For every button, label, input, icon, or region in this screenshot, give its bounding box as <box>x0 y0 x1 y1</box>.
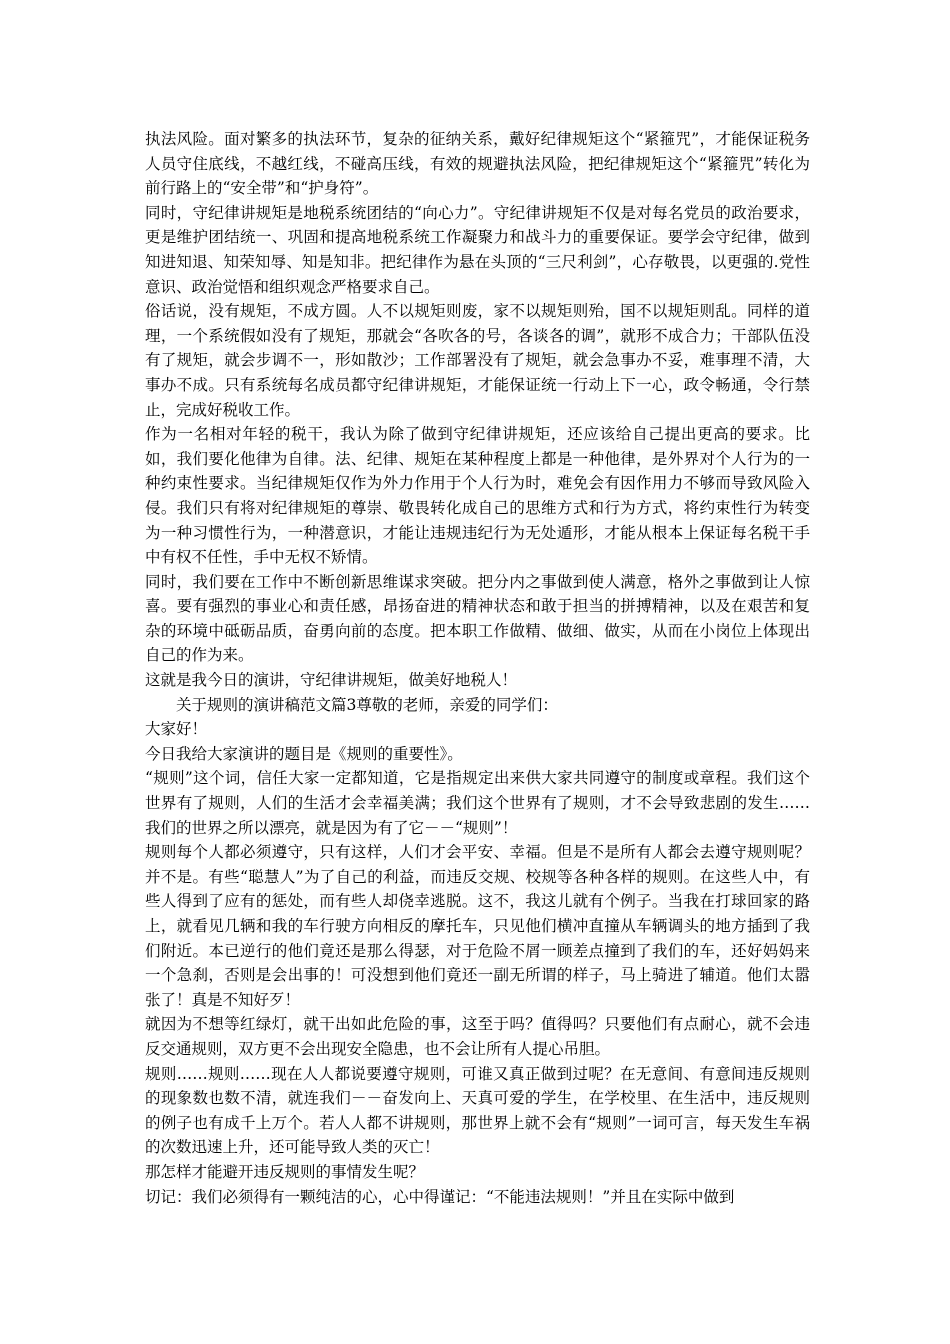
paragraph-cohesion: 同时，守纪律讲规矩是地税系统团结的“向心力”。守纪律讲规矩不仅是对每名党员的政治要求，更是维护团结统一、巩固和提高地税系统工作凝聚力和战斗力的重要保证。要学会守纪律，做到知进知退、知荣知辱、知是知非。把纪律作为悬在头顶的“三尺利剑”，心存敬畏，以更强的.党性意识、政治觉悟和组织观念严格要求自己。 <box>145 203 810 296</box>
paragraph-rules-violations: 规则……规则……现在人人都说要遵守规则，可谁又真正做到过呢？在无意间、有意间违反规则的现象数也数不清，就连我们－－奋发向上、天真可爱的学生，在学校里、在生活中，违反规则的例子也有成千上万个。若人人都不讲规则，那世界上就不会有“规则”一词可言，每天发生车祸的次数迅速上升，还可能导致人类的灭亡！ <box>145 1064 810 1157</box>
paragraph-innovation: 同时，我们要在工作中不断创新思维谋求突破。把分内之事做到使人满意，格外之事做到让人惊喜。要有强烈的事业心和责任感，昂扬奋进的精神状态和敢于担当的拼搏精神，以及在艰苦和复杂的环境中砥砺品质，奋勇向前的态度。把本职工作做精、做细、做实，从而在小岗位上体现出自己的作为来。 <box>145 572 810 665</box>
paragraph-traffic-lights: 就因为不想等红绿灯，就干出如此危险的事，这至于吗？值得吗？只要他们有点耐心，就不会违反交通规则，双方更不会出现安全隐患，也不会让所有人提心吊胆。 <box>145 1015 810 1058</box>
paragraph-question: 那怎样才能避开违反规则的事情发生呢？ <box>145 1162 425 1181</box>
paragraph-remember: 切记：我们必须得有一颗纯洁的心，心中得谨记：“不能违法规则！”并且在实际中做到 <box>145 1187 735 1206</box>
paragraph-greeting: 大家好！ <box>145 720 208 739</box>
paragraph-enforcement-risk: 执法风险。面对繁多的执法环节，复杂的征纳关系，戴好纪律规矩这个“紧箍咒”，才能保证税务人员守住底线，不越红线，不碰高压线，有效的规避执法风险，把纪律规矩这个“紧箍咒”转化为前行路上的“安全带”和“护身符”。 <box>145 130 810 198</box>
paragraph-self-discipline: 作为一名相对年轻的税干，我认为除了做到守纪律讲规矩，还应该给自己提出更高的要求。比如，我们要化他律为自律。法、纪律、规矩在某种程度上都是一种他律，是外界对个人行为的一种约束性要求。当纪律规矩仅作为外力作用于个人行为时，难免会有因作用力不够而导致风险入侵。我们只有将对纪律规矩的尊崇、敬畏转化成自己的思维方式和行为方式，将约束性行为转变为一种习惯性行为，一种潜意识，才能让违规违纪行为无处遁形，才能从根本上保证每名税干手中有权不任性，手中无权不矫情。 <box>145 425 810 567</box>
document-page <box>145 127 810 1209</box>
paragraph-topic: 今日我给大家演讲的题目是《规则的重要性》。 <box>145 744 463 763</box>
paragraph-rules-example: 规则每个人都必须遵守，只有这样，人们才会平安、幸福。但是不是所有人都会去遵守规则呢？并不是。有些“聪慧人”为了自己的利益，而违反交规、校规等各种各样的规则。在这些人中，有些人得到了应有的惩处，而有些人却侥幸逃脱。这不，我这儿就有个例子。当我在打球回家的路上，就看见几辆和我的车行驶方向相反的摩托车，只见他们横冲直撞从车辆调头的地方插到了我们附近。本已逆行的他们竟还是那么得瑟，对于危险不屑一顾差点撞到了我们的车，还好妈妈来一个急刹，否则是会出事的！可没想到他们竟还一副无所谓的样子，马上骑进了辅道。他们太嚣张了！真是不知好歹！ <box>145 843 810 1009</box>
paragraph-proverb: 俗话说，没有规矩，不成方圆。人不以规矩则废，家不以规矩则殆，国不以规矩则乱。同样的道理，一个系统假如没有了规矩，那就会“各吹各的号，各谈各的调”，就形不成合力；干部队伍没有了规矩，就会步调不一，形如散沙；工作部署没有了规矩，就会急事办不妥，难事理不清，大事办不成。只有系统每名成员都守纪律讲规矩，才能保证统一行动上下一心，政令畅通，令行禁止，完成好税收工作。 <box>145 302 810 419</box>
section-heading: 关于规则的演讲稿范文篇3尊敬的老师，亲爱的同学们： <box>176 695 558 714</box>
paragraph-closing: 这就是我今日的演讲，守纪律讲规矩，做美好地税人！ <box>145 671 518 690</box>
paragraph-rules-definition: “规则”这个词，信任大家一定都知道，它是指规定出来供大家共同遵守的制度或章程。我们这个世界有了规则，人们的生活才会幸福美满；我们这个世界有了规则，才不会导致悲剧的发生……我们的世界之所以漂亮，就是因为有了它－－“规则”！ <box>145 769 810 837</box>
